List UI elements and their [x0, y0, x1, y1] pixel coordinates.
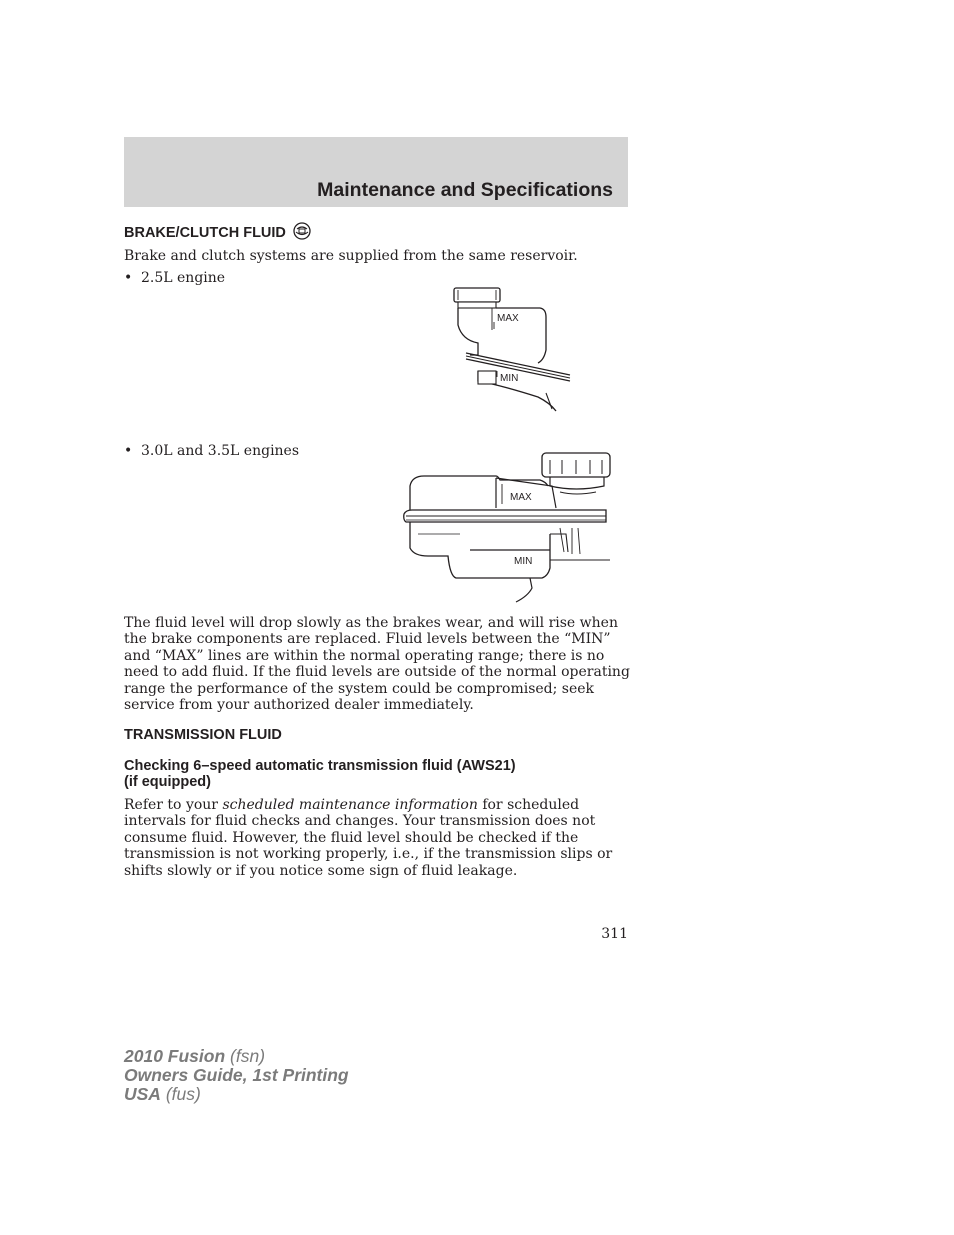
subheading-line-1: Checking 6–speed automatic transmission fluid (AWS21)	[124, 758, 516, 774]
section-heading-brake-clutch	[124, 222, 312, 241]
bullet-text: 3.0L and 3.5L engines	[141, 443, 300, 459]
max-label-fig1: MAX	[497, 313, 519, 324]
min-label-fig2: MIN	[514, 556, 533, 567]
min-label-fig1: MIN	[500, 373, 519, 384]
chapter-header-band	[124, 137, 628, 207]
brake-fluid-level-paragraph: The fluid level will drop slowly as the brakes wear, and will rise when the brake components are replaced. Fluid levels between the “MIN” and “MAX” lines are within the normal operating range; there is no need to add fluid. If the fluid levels are outside of the normal operating range the performance of the system could be compromised; seek service from your authorized dealer immediately.	[124, 615, 630, 714]
footer-market: USA	[124, 1084, 161, 1104]
section-heading-brake-clutch-text: BRAKE/CLUTCH FLUID	[124, 225, 286, 241]
footer-market-code: (fus)	[160, 1084, 201, 1104]
footer-model-code: (fsn)	[225, 1046, 266, 1066]
transmission-paragraph-prefix: Refer to your	[124, 797, 223, 813]
reservoir-illustration-2-5l	[440, 285, 580, 420]
bullet-item-2-5l	[124, 270, 225, 286]
page-number: 311	[601, 926, 628, 942]
scheduled-maintenance-reference: scheduled maintenance information	[222, 797, 478, 813]
footer-line-1	[124, 1047, 349, 1066]
bullet-text: 2.5L engine	[141, 270, 226, 286]
transmission-paragraph	[124, 797, 630, 879]
subheading-line-2: (if equipped)	[124, 774, 211, 790]
bullet-dot: •	[124, 443, 133, 459]
subheading-checking-transmission-fluid	[124, 758, 516, 790]
chapter-title: Maintenance and Specifications	[317, 179, 613, 201]
footer-guide-edition: Owners Guide, 1st Printing	[124, 1065, 349, 1085]
section-heading-transmission-fluid: TRANSMISSION FLUID	[124, 727, 282, 743]
max-label-fig2: MAX	[510, 492, 532, 503]
transmission-paragraph-suffix: for scheduled intervals for fluid checks and changes. Your transmission does not consume fluid. However, the fluid level should be checked if the transmission is not working properly, i.e., if the transmission slips or shifts slowly or if you notice some sign of fluid leakage.	[124, 797, 613, 879]
footer-line-2	[124, 1066, 349, 1085]
footer-line-3	[124, 1085, 349, 1104]
bullet-item-3-0l-3-5l	[124, 443, 299, 459]
brake-fluid-icon	[292, 222, 312, 240]
document-footer	[124, 1047, 349, 1104]
footer-model: 2010 Fusion	[124, 1046, 226, 1066]
bullet-dot: •	[124, 270, 133, 286]
reservoir-illustration-3-0l-3-5l	[400, 448, 615, 606]
brake-intro-text: Brake and clutch systems are supplied from the same reservoir.	[124, 248, 578, 264]
